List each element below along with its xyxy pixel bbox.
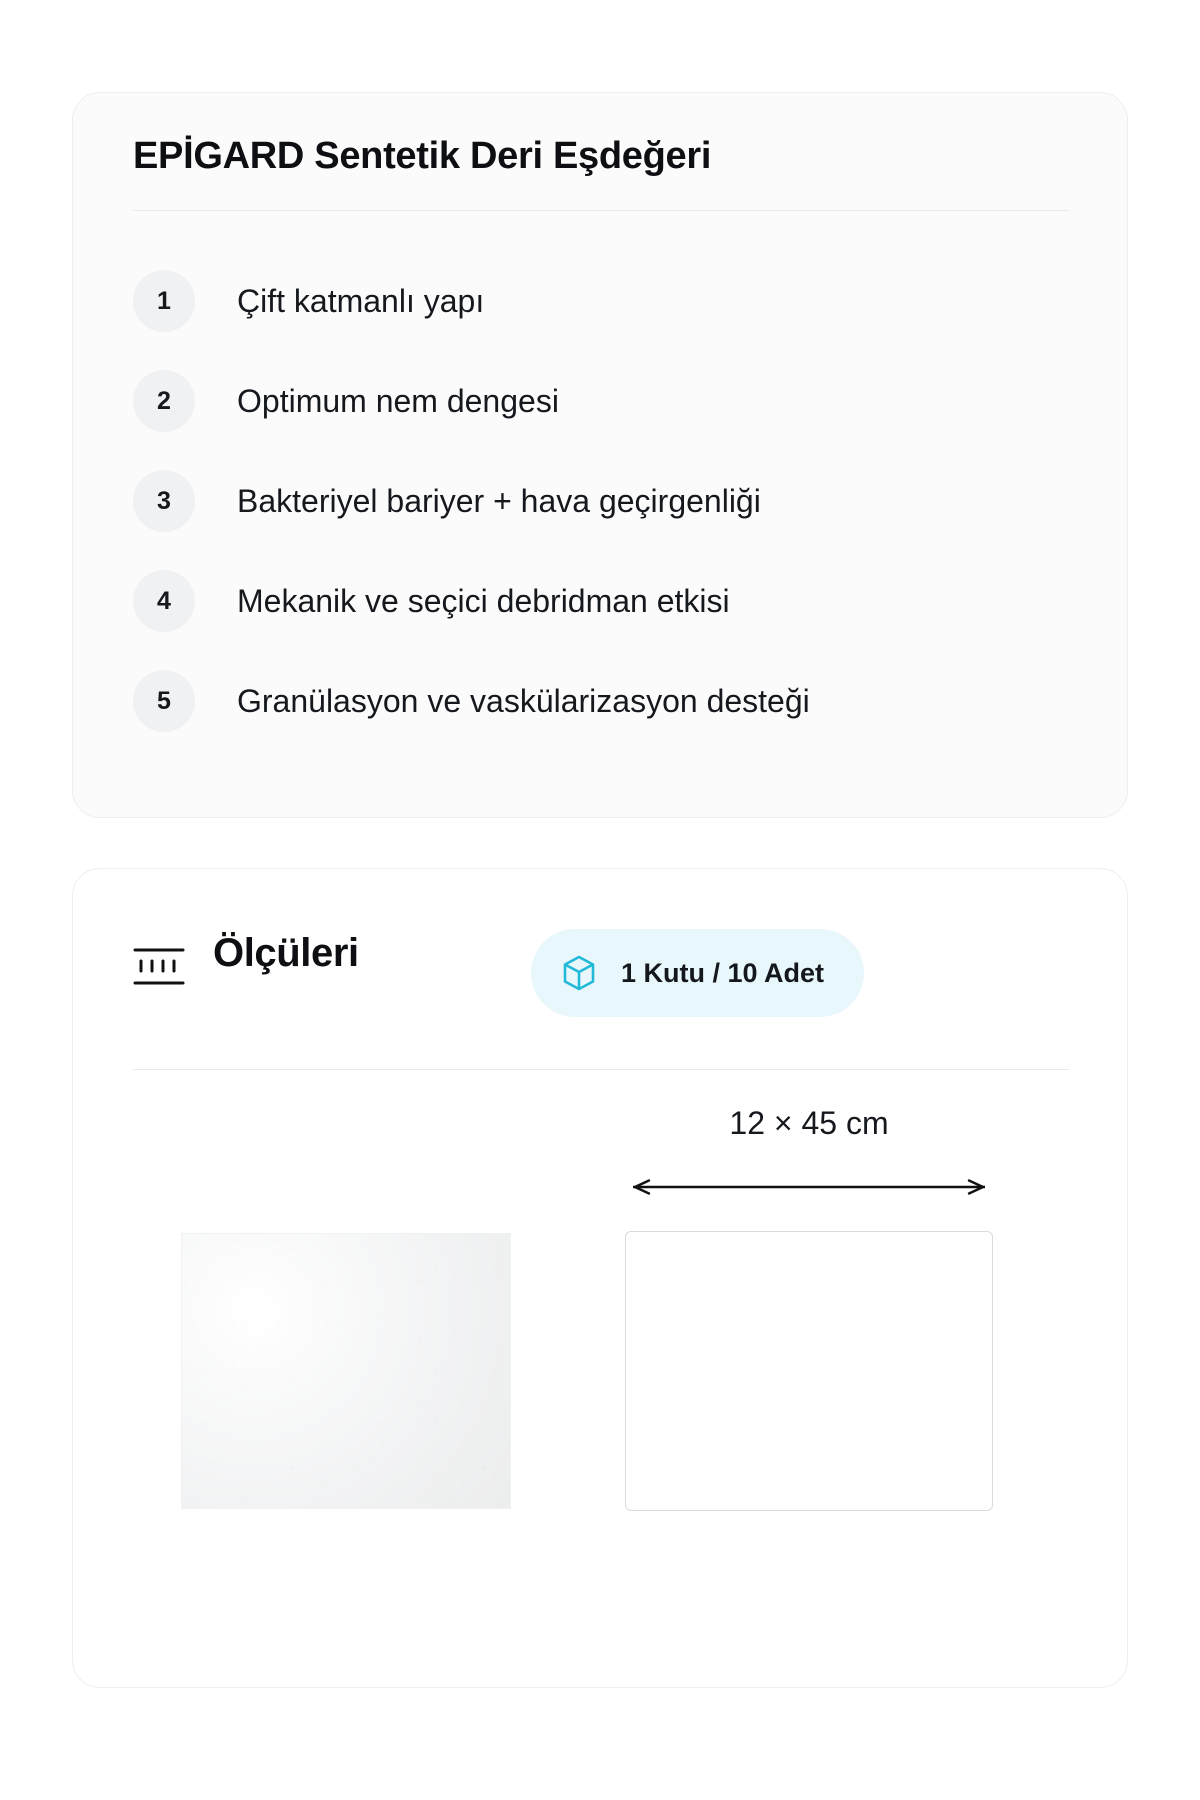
package-label: 1 Kutu / 10 Adet: [621, 957, 825, 988]
feature-number-badge: 1: [133, 270, 195, 332]
ruler-icon: [133, 945, 185, 989]
package-badge: [531, 929, 864, 1017]
dimensions-header: [73, 869, 1127, 1059]
feature-label: Bakteriyel bariyer + hava geçirgenliği: [237, 482, 761, 519]
dimensions-body: [73, 1069, 1127, 1689]
page-title: EPİGARD Sentetik Deri Eşdeğeri: [133, 135, 712, 177]
feature-number-badge: 3: [133, 470, 195, 532]
list-item: [133, 251, 1073, 351]
feature-label: Granülasyon ve vaskülarizasyon desteği: [237, 682, 810, 719]
product-material-swatch: [181, 1233, 511, 1509]
feature-label: Optimum nem dengesi: [237, 382, 559, 419]
double-arrow-horizontal-icon: [625, 1177, 993, 1197]
feature-number-badge: 4: [133, 570, 195, 632]
size-label: 12 × 45 cm: [729, 1105, 889, 1141]
dimensions-card: [72, 868, 1128, 1688]
list-item: [133, 451, 1073, 551]
list-item: [133, 551, 1073, 651]
feature-list: [133, 251, 1073, 751]
features-divider: [133, 210, 1069, 211]
feature-number-badge: 2: [133, 370, 195, 432]
list-item: [133, 351, 1073, 451]
feature-number-badge: 5: [133, 670, 195, 732]
feature-label: Mekanik ve seçici debridman etkisi: [237, 582, 730, 619]
product-size-outline: [625, 1231, 993, 1511]
box-icon: [559, 953, 599, 993]
dimensions-title: Ölçüleri: [213, 931, 359, 975]
list-item: [133, 651, 1073, 751]
feature-label: Çift katmanlı yapı: [237, 282, 485, 319]
features-card: [72, 92, 1128, 818]
